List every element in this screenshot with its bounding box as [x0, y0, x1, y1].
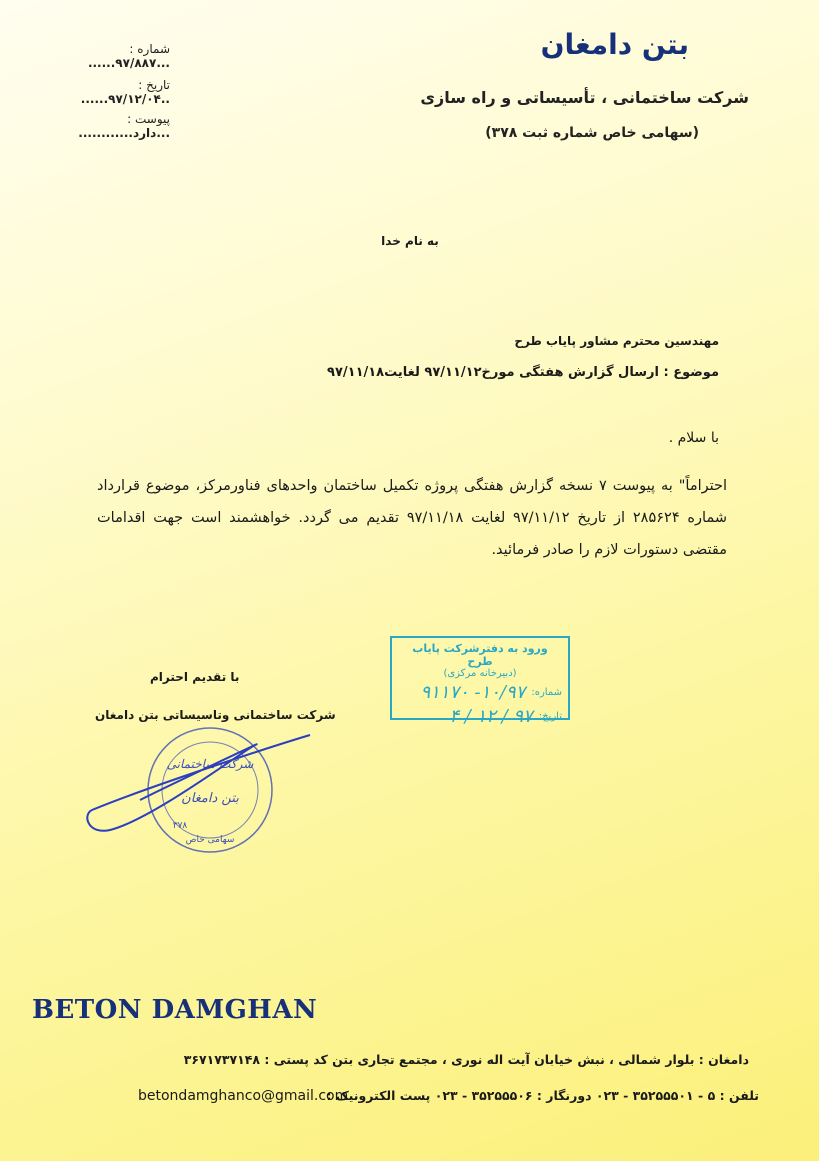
letter-date-value: ..۹۷/۱۲/۰۴...... [80, 92, 170, 106]
seal-text-num: ۳۷۸ [172, 821, 188, 831]
letter-body: احتراماً" به پیوست ۷ نسخه گزارش هفتگی پروژه تکمیل ساختمان واحدهای فناورمرکز، موضوع قرارداد شماره ۲۸۵۶۲۴ از تاریخ ۹۷/۱۱/۱۲ لغایت ۹۷/۱۱/۱۸ تقدیم می گردد. خواهشمند است جهت اقدامات مقتضی دستورات لازم را صادر فرمائید. [97, 478, 727, 558]
seal-text-bottom: سهامی خاص [185, 835, 235, 845]
company-registration: (سهامی خاص شماره ثبت ۳۷۸) [485, 125, 699, 141]
footer-address: دامغان : بلوار شمالی ، نبش خیابان آیت اله نوری ، مجتمع تجاری بتن کد پستی : ۳۶۷۱۷۳۷۱۴۸ [183, 1052, 749, 1067]
company-name: شرکت ساختمانی ، تأسیساتی و راه سازی [420, 88, 749, 107]
seal-text-mid: بتن دامغان [181, 791, 239, 806]
letter-number [50, 42, 170, 70]
footer-phone: تلفن : ۵ - ۳۵۲۵۵۵۰۱ - ۰۲۳ دورنگار : ۳۵۲۵۵۵۰۶ - ۰۲۳ پست الکترونیک : [326, 1088, 759, 1103]
footer-email[interactable]: betondamghanco@gmail.com [138, 1088, 349, 1104]
signer: شرکت ساختمانی وتاسیساتی بتن دامغان [95, 708, 336, 722]
bismillah: به نام خدا [381, 234, 439, 248]
stamp-subtitle: (دبیرخانه مرکزی) [443, 668, 517, 679]
company-brand: بتن دامغان [540, 28, 689, 61]
stamp-number-value: ۱۰/۹۷- ۹۱۱۷۰ [420, 682, 526, 703]
footer-brand: BETON DAMGHAN [32, 995, 318, 1025]
letter-number-label: شماره : [129, 42, 170, 56]
company-seal-with-signature [80, 720, 320, 870]
incoming-stamp [390, 636, 570, 727]
stamp-date-row [398, 706, 562, 727]
letter-attachment [50, 112, 170, 140]
stamp-date-label: تاریخ: [538, 711, 562, 722]
letter-attachment-value: ...دارد............ [78, 126, 170, 140]
seal-text-top: شرکت ساختمانی [166, 757, 254, 771]
letter-number-value: ...۹۷/۸۸۷...... [87, 56, 170, 70]
letter-date [50, 78, 170, 106]
stamp-date-value: ۹۷ / ۱۲ / ۴ [449, 706, 533, 727]
stamp-number-label: شماره: [531, 687, 562, 698]
letter-attachment-label: پیوست : [127, 112, 170, 126]
stamp-title: ورود به دفترشرکت پایاب طرح [412, 642, 548, 668]
addressee: مهندسین محترم مشاور پایاب طرح [514, 334, 719, 348]
greeting: با سلام . [668, 430, 719, 446]
stamp-number-row [398, 682, 562, 703]
subject-line: موضوع : ارسال گزارش هفتگی مورخ۹۷/۱۱/۱۲ لغایت۹۷/۱۱/۱۸ [327, 365, 719, 380]
closing: با تقدیم احترام [150, 670, 240, 684]
letter-date-label: تاریخ : [138, 78, 170, 92]
